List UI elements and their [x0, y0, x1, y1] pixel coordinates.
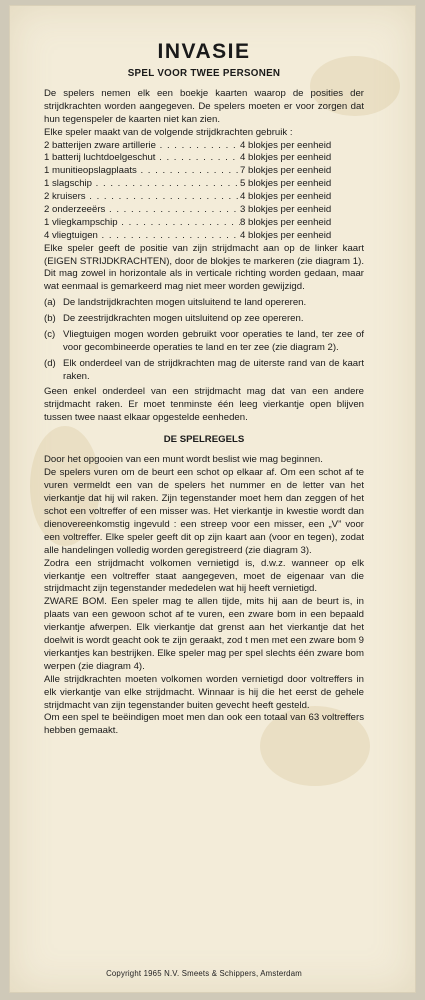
game-rule-paragraph: Door het opgooien van een munt wordt beslist wie mag beginnen. [44, 454, 323, 466]
game-title: INVASIE [157, 40, 251, 63]
game-rule-paragraph: De spelers vuren om de beurt een schot op elkaar af. Om een schot af te vuren vermeldt een van de spelers het nummer en de letter van het vierkantje dat hij wil raken. Zijn tegenstander moet hem dan zeggen of het schot een voltreffer of een misser was. Het vierkantje in kwestie wordt dan dienovereenkomstig ingevuld : een streep voor een misser, een „V” voor een voltreffer. Elke speler geeft dit op zijn kaart aan (voor en tegen), zodat alle handelingen volledig worden geregistreerd (zie diagram 3). [44, 467, 364, 556]
game-rule-paragraph: Zodra een strijdmacht volkomen vernietigd is, d.w.z. wanneer op elk vierkantje een voltreffer staat aangegeven, moet de eigenaar van die strijdmacht zijn tegenstander mededelen wat hij heeft vernietigd. [44, 557, 364, 595]
rule-item [44, 313, 364, 326]
force-blocks: 4 blokjes per eenheid [240, 229, 332, 241]
game-rule-paragraph: Om een spel te beëindigen moet men dan ook een totaal van 63 voltreffers hebben gemaakt. [44, 712, 364, 737]
force-blocks: 8 blokjes per eenheid [240, 216, 332, 228]
forces-table [44, 140, 364, 243]
rule-label: (c) [44, 329, 56, 341]
forces-row [44, 140, 364, 153]
rule-label: (d) [44, 357, 56, 369]
force-name: 1 vliegkampschip . . . [44, 217, 240, 230]
rule-label: (b) [44, 313, 56, 325]
force-blocks: 7 blokjes per eenheid [240, 165, 332, 177]
spacing-paragraph: Geen enkel onderdeel van een strijdmacht mag dat van een andere strijdmacht raken. Er moet tenminste één leeg vierkantje open blijven tussen twee naast elkaar opgestelde eenheden. [44, 385, 364, 423]
force-name: 2 onderzeeërs . . . [44, 204, 240, 217]
force-blocks: 4 blokjes per eenheid [240, 139, 332, 151]
placement-paragraph: Elke speler geeft de positie van zijn strijdmacht aan op de linker kaart (EIGEN STRIJDKRACHTEN), door de blokjes te markeren (zie diagram 1). Dit mag zowel in horizontale als in verticale richting worden gedaan, maar wat eenmaal is gemarkeerd mag niet meer worden gewijzigd. [44, 242, 364, 293]
forces-row [44, 152, 364, 165]
force-blocks: 4 blokjes per eenheid [240, 191, 332, 203]
rule-text: De landstrijdkrachten mogen uitsluitend te land opereren. [63, 297, 307, 309]
forces-heading: Elke speler maakt van de volgende strijdkrachten gebruik : [44, 126, 293, 138]
force-blocks: 4 blokjes per eenheid [240, 152, 332, 164]
forces-row [44, 191, 364, 204]
forces-row [44, 165, 364, 178]
force-name: 4 vliegtuigen . . . [44, 230, 240, 243]
forces-row [44, 230, 364, 243]
section-title: DE SPELREGELS [163, 434, 245, 446]
game-rule-paragraph: Alle strijdkrachten moeten volkomen worden vernietigd door voltreffers in elk vierkantje van elke strijdmacht. Winnaar is hij die het eerst de gehele strijdmacht van zijn tegenstander buiten gevecht heeft gesteld. [44, 673, 364, 711]
force-name: 1 munitieopslagplaats . . . [44, 165, 240, 178]
force-name: 1 slagschip . . . [44, 178, 240, 191]
force-blocks: 5 blokjes per eenheid [240, 178, 332, 190]
rule-text: Vliegtuigen mogen worden gebruikt voor operaties te land, ter zee of voor gecombineerde operaties te land en ter zee (zie diagram 2). [63, 329, 364, 353]
rule-text: De zeestrijdkrachten mogen uitsluitend op zee opereren. [63, 313, 304, 325]
force-name: 2 batterijen zware artillerie . . . [44, 140, 240, 153]
rule-item [44, 329, 364, 355]
rule-item [44, 297, 364, 310]
rule-item [44, 358, 364, 384]
force-name: 2 kruisers . . . [44, 191, 240, 204]
copyright-footer: Copyright 1965 N.V. Smeets & Schippers, Amsterdam [106, 969, 302, 978]
rule-text: Elk onderdeel van de strijdkrachten mag de uiterste rand van de kaart raken. [63, 357, 364, 382]
forces-row [44, 204, 364, 217]
rules-content [44, 40, 364, 738]
force-blocks: 3 blokjes per eenheid [240, 203, 332, 215]
force-name: 1 batterij luchtdoelgeschut . . . [44, 152, 240, 165]
intro-paragraph: De spelers nemen elk een boekje kaarten waarop de posities der strijdkrachten worden aangegeven. De spelers moeten er voor zorgen dat hun tegenspeler de kaarten niet kan zien. [44, 87, 364, 125]
forces-row [44, 217, 364, 230]
rule-label: (a) [44, 297, 56, 309]
forces-row [44, 178, 364, 191]
game-subtitle: SPEL VOOR TWEE PERSONEN [127, 68, 281, 79]
game-rule-paragraph: ZWARE BOM. Een speler mag te allen tijde, mits hij aan de beurt is, in plaats van een gewoon schot af te vuren, een zware bom in een bepaald vierkantje afwerpen. Elk vierkantje dat grenst aan het vierkantje dat het doelwit is wordt geacht ook te zijn geraakt, zod t men met een zware bom 9 vierkantjes kan bestrijken. Elke speler mag per spel slechts één zware bom werpen (zie diagram 4). [44, 596, 364, 672]
